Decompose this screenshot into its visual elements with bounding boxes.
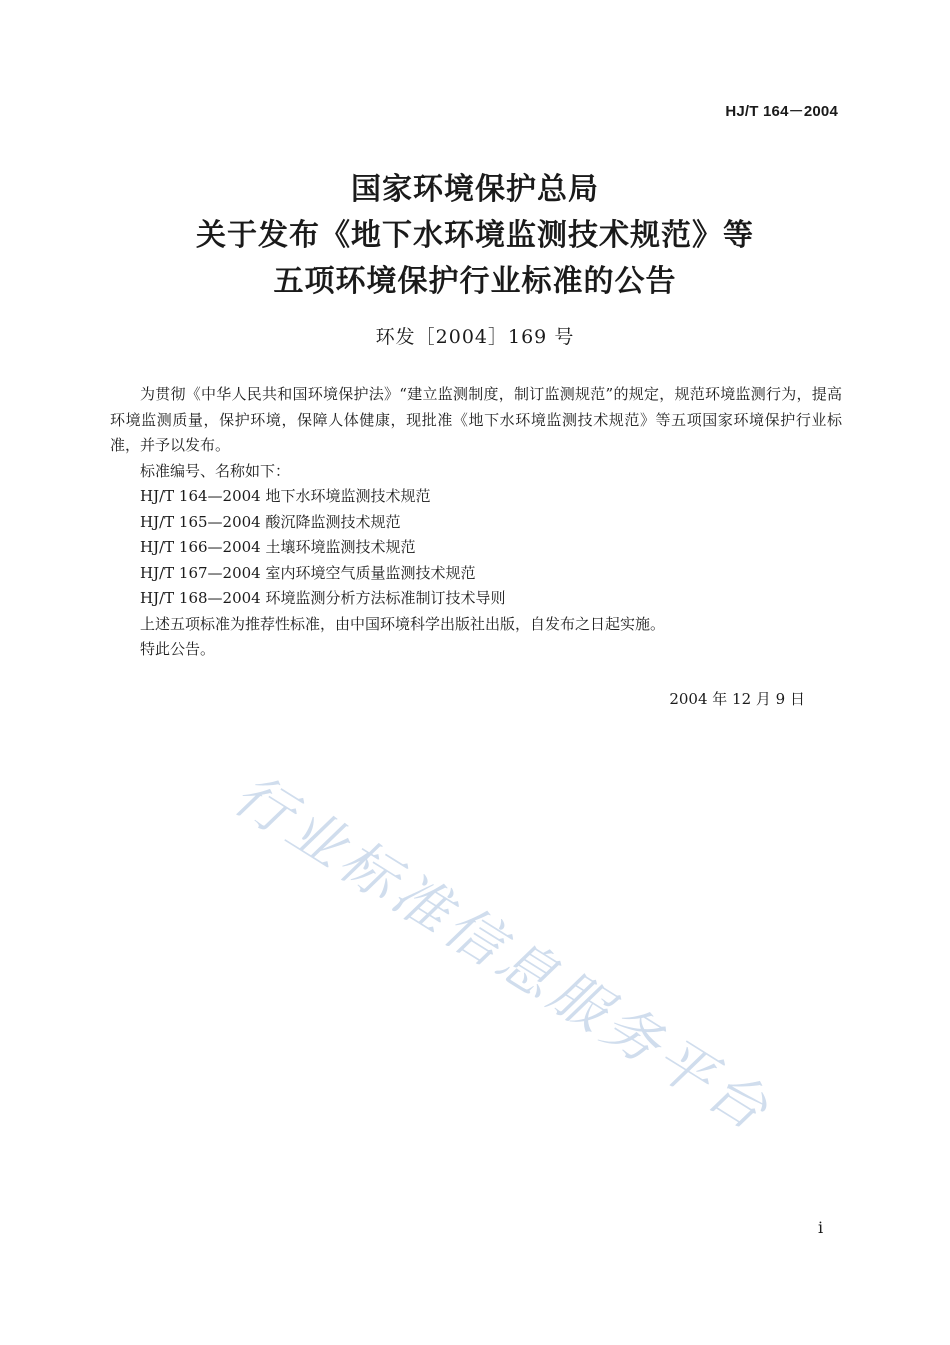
standard-item: HJ/T 167—2004 室内环境空气质量监测技术规范	[140, 563, 476, 582]
standard-item: HJ/T 164—2004 地下水环境监测技术规范	[140, 487, 431, 505]
announcement-body	[110, 382, 842, 663]
standard-code: HJ/T 164－2004	[725, 103, 838, 120]
list-heading: 标准编号、名称如下：	[140, 461, 291, 480]
title-line-3: 五项环境保护行业标准的公告	[273, 264, 677, 299]
standard-item: HJ/T 168—2004 环境监测分析方法标准制订技术导则	[140, 589, 506, 607]
page-number: i	[818, 1218, 824, 1237]
standard-item: HJ/T 166—2004 土壤环境监测技术规范	[140, 538, 416, 556]
watermark: 行业标准信息服务平台	[222, 761, 783, 1146]
announcement-date: 2004 年 12 月 9 日	[669, 690, 805, 708]
closing-line: 特此公告。	[140, 640, 216, 658]
announcement-title	[0, 167, 950, 305]
intro-paragraph: 为贯彻《中华人民共和国环境保护法》“建立监测制度，制订监测规范”的规定，规范环境监测行为，提高环境监测质量，保护环境，保障人体健康，现批准《地下水环境监测技术规范》等五项国家环境保护行业标准，并予以发布。	[110, 385, 842, 454]
document-number: 环发［2004］169 号	[375, 326, 575, 348]
title-line-2: 关于发布《地下水环境监测技术规范》等	[196, 218, 754, 253]
publication-note: 上述五项标准为推荐性标准，由中国环境科学出版社出版，自发布之日起实施。	[140, 614, 666, 633]
standard-item: HJ/T 165—2004 酸沉降监测技术规范	[140, 512, 401, 531]
title-line-1: 国家环境保护总局	[351, 172, 599, 207]
